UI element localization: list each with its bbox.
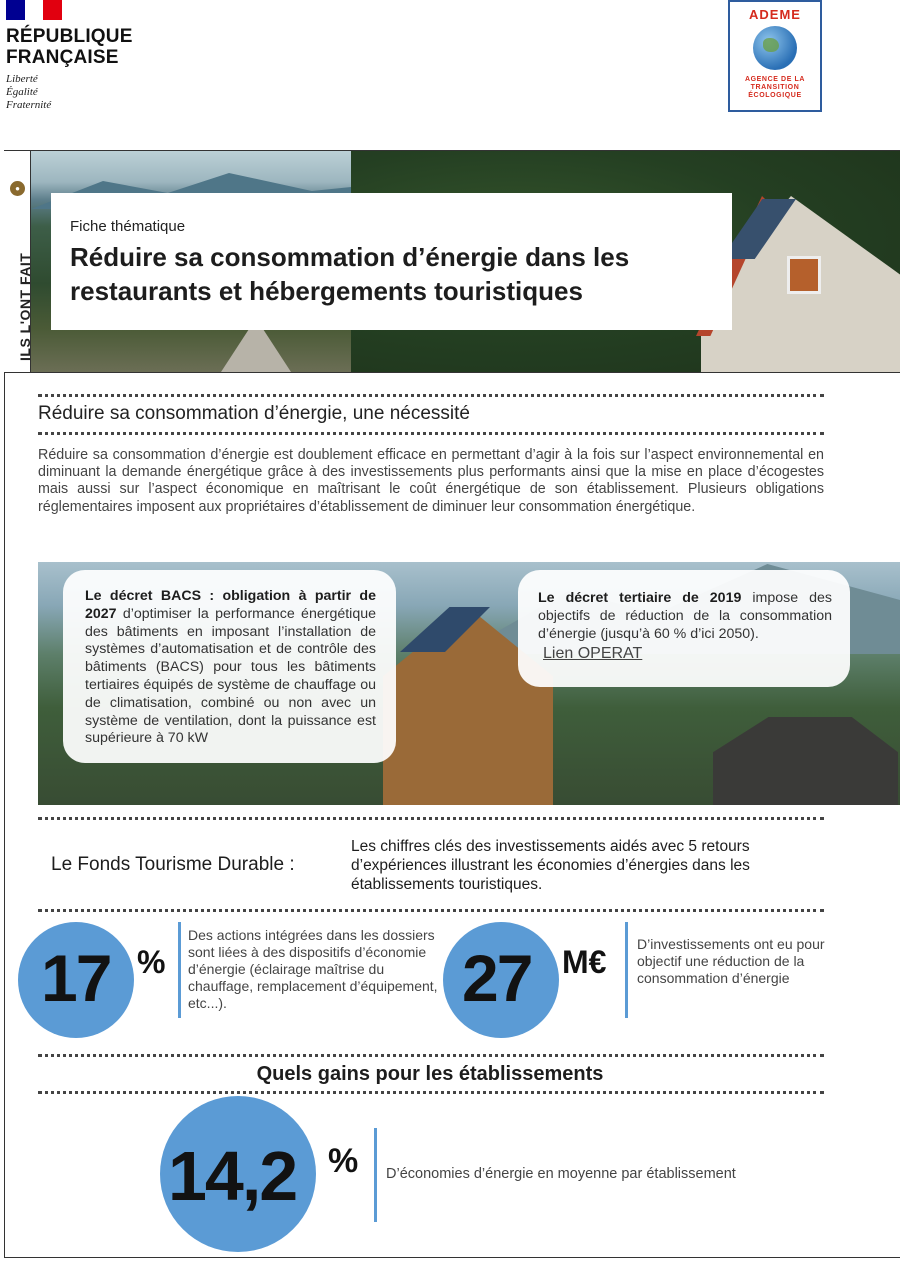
- bacs-decree-card: [63, 570, 396, 763]
- ademe-logo: [728, 0, 822, 112]
- french-flag-icon: [6, 0, 62, 20]
- gov-name-line2: FRANÇAISE: [6, 47, 119, 68]
- window-shape: [787, 256, 821, 294]
- republique-francaise-logo: [4, 0, 154, 120]
- stat2-unit: M€: [562, 944, 607, 980]
- stat1-unit: %: [137, 944, 166, 980]
- sidebar-tab: [4, 151, 31, 372]
- dotted-divider: [38, 1091, 824, 1094]
- hero-kicker: Fiche thématique: [70, 218, 186, 235]
- intro-paragraph: Réduire sa consommation d’énergie est doublement efficace en permettant d’agir à la fois sur l’aspect environnemental en diminuant la demande énergétique grâce à des investissements plus performants ainsi que la mise en place d’écogestes mais aussi sur l’aspect économique en maîtrisant le coût énergétique de son établissement. Plusieurs obligations réglementaires imposent aux propriétaires d’établissement de diminuer leur consommation énergétique.: [38, 447, 824, 515]
- road-shape: [221, 329, 291, 372]
- ademe-sub-line3: ÉCOLOGIQUE: [748, 92, 802, 99]
- stat1-text: Des actions intégrées dans les dossiers sont liées à des dispositifs d’économie d’énergie (éclairage maîtrise du chauffage, remplacement d’équipement, etc...).: [188, 927, 438, 1011]
- gains-text: D’économies d’énergie en moyenne par établissement: [386, 1166, 736, 1182]
- sidebar-label: ILS L'ONT FAIT: [17, 252, 33, 361]
- gov-name: [6, 26, 133, 68]
- gains-bar: [374, 1128, 377, 1222]
- stat1-value: 17: [41, 941, 111, 1015]
- ademe-sub-line2: TRANSITION: [750, 84, 800, 91]
- gains-value: 14,2: [168, 1137, 297, 1215]
- motto-liberte: Liberté: [6, 73, 38, 85]
- tertiary-text: impose des objectifs de réduction de la consommation d’énergie (jusqu’à 60 % d’ici 2050).: [538, 590, 832, 642]
- dotted-divider: [38, 1054, 824, 1057]
- ademe-name: ADEME: [749, 7, 801, 22]
- ademe-subtitle: [730, 76, 820, 100]
- dotted-divider: [38, 432, 824, 435]
- bacs-title: Le décret BACS : obligation à partir de 2027: [85, 588, 376, 622]
- gov-name-line1: RÉPUBLIQUE: [6, 26, 133, 47]
- stat2-text: D’investissements ont eu pour objectif une réduction de la consommation d’énergie: [637, 936, 825, 986]
- gains-title: Quels gains pour les établissements: [256, 1063, 604, 1085]
- fund-title: Le Fonds Tourisme Durable :: [51, 854, 295, 875]
- page-title: Réduire sa consommation d’énergie dans les restaurants et hébergements touristiques: [70, 242, 630, 306]
- badge-icon: ●: [10, 181, 25, 196]
- stat1-bar: [178, 922, 181, 1018]
- bacs-text: d’optimiser la performance énergétique des bâtiments en imposant l’installation de systèmes d’automatisation et de contrôle des bâtiments (BACS) pour tous les bâtiments tertiaires équipés de système de chauffage ou de climatisation, combiné ou non avec un système de ventilation, dont la puissance est supérieure à 70 kW: [85, 605, 376, 747]
- section-heading: Réduire sa consommation d’énergie, une nécessité: [38, 403, 470, 424]
- gains-unit: %: [328, 1142, 359, 1180]
- ademe-sub-line1: AGENCE DE LA: [744, 76, 806, 83]
- house-shape: [713, 717, 898, 805]
- hero-bottom-rule: [4, 372, 900, 373]
- fund-description: Les chiffres clés des investissements aidés avec 5 retours d’expériences illustrant les économies d’énergies dans les établissements touristiques.: [351, 838, 750, 893]
- operat-link[interactable]: Lien OPERAT: [543, 645, 643, 663]
- stat2-value: 27: [462, 941, 532, 1015]
- tertiary-title: Le décret tertiaire de 2019: [538, 590, 742, 606]
- tertiary-decree-card: [518, 570, 850, 687]
- gov-motto: [6, 73, 51, 112]
- motto-egalite: Égalité: [6, 86, 38, 98]
- dotted-divider: [38, 394, 824, 397]
- dotted-divider: [38, 817, 824, 820]
- motto-fraternite: Fraternité: [6, 99, 52, 111]
- stat2-bar: [625, 922, 628, 1018]
- globe-icon: [753, 26, 797, 70]
- dotted-divider: [38, 909, 824, 912]
